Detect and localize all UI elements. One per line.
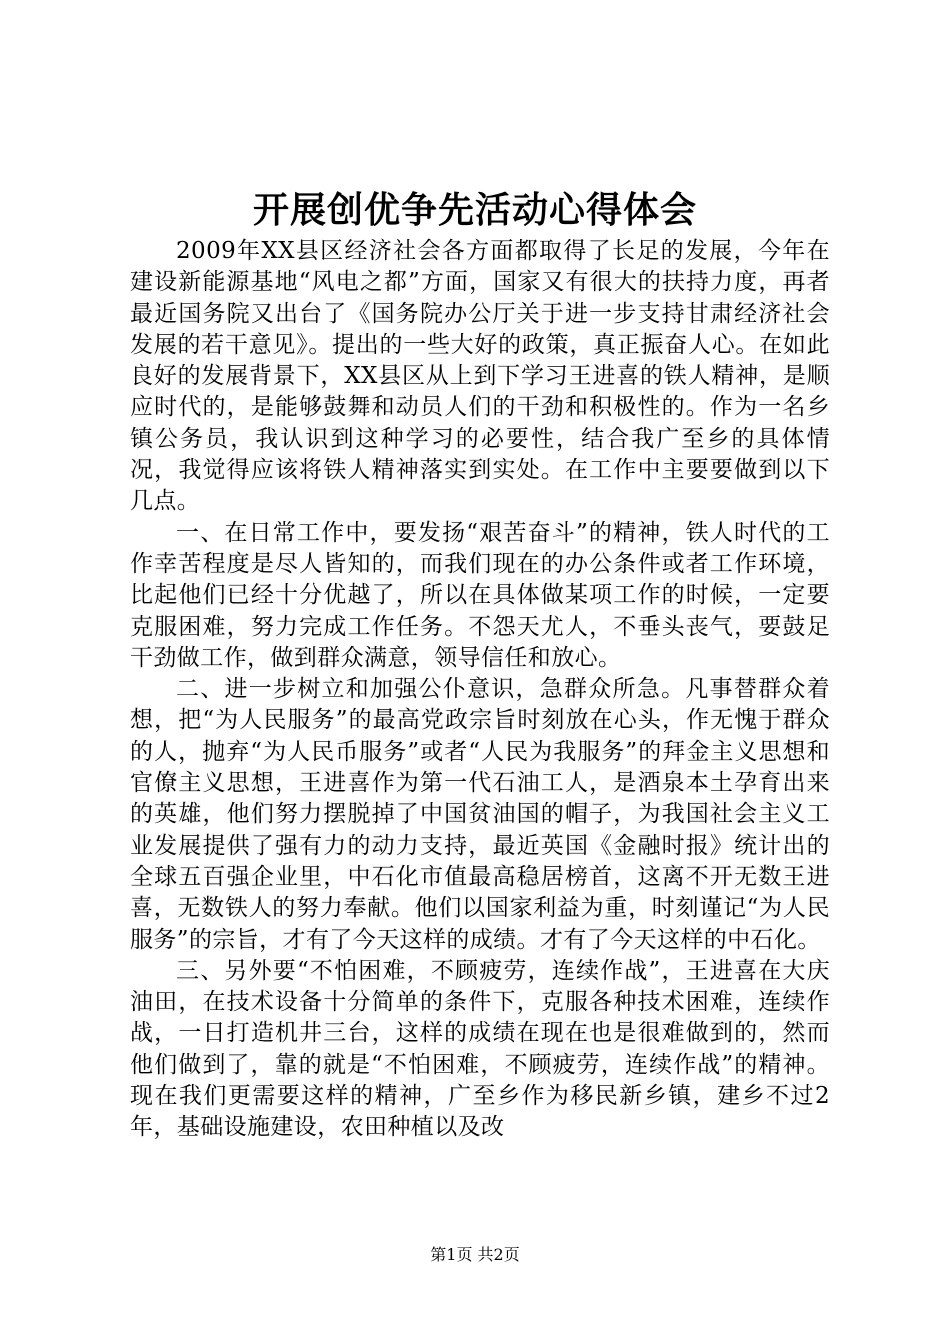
document-body <box>130 236 830 1144</box>
paragraph-point-1: 一、在日常工作中，要发扬“艰苦奋斗”的精神，铁人时代的工作幸苦程度是尽人皆知的，而我们现在的办公条件或者工作环境，比起他们已经十分优越了，所以在具体做某项工作的时候，一定要克服困难，努力完成工作任务。不怨天尤人，不垂头丧气，要鼓足干劲做工作，做到群众满意，领导信任和放心。 <box>130 519 830 671</box>
paragraph-point-3: 三、另外要“不怕困难，不顾疲劳，连续作战”，王进喜在大庆油田，在技术设备十分简单的条件下，克服各种技术困难，连续作战，一日打造机井三台，这样的成绩在现在也是很难做到的，然而他们做到了，靠的就是“不怕困难，不顾疲劳，连续作战”的精神。现在我们更需要这样的精神，广至乡作为移民新乡镇，建乡不过2年，基础设施建设，农田种植以及改 <box>130 957 830 1141</box>
paragraph-point-2: 二、进一步树立和加强公仆意识，急群众所急。凡事替群众着想，把“为人民服务”的最高党政宗旨时刻放在心头，作无愧于群众的人，抛弃“为人民币服务”或者“人民为我服务”的拜金主义思想和官僚主义思想，王进喜作为第一代石油工人，是酒泉本土孕育出来的英雄，他们努力摆脱掉了中国贫油国的帽子，为我国社会主义工业发展提供了强有力的动力支持，最近英国《金融时报》统计出的全球五百强企业里，中石化市值最高稳居榜首，这离不开无数王进喜，无数铁人的努力奉献。他们以国家利益为重，时刻谨记“为人民服务”的宗旨，才有了今天这样的成绩。才有了今天这样的中石化。 <box>130 676 830 953</box>
paragraph-intro: 2009年XX县区经济社会各方面都取得了长足的发展，今年在建设新能源基地“风电之都”方面，国家又有很大的扶持力度，再者最近国务院又出台了《国务院办公厅关于进一步支持甘肃经济社会发展的若干意见》。提出的一些大好的政策，真正振奋人心。在如此良好的发展背景下，XX县区从上到下学习王进喜的铁人精神，是顺应时代的，是能够鼓舞和动员人们的干劲和积极性的。作为一名乡镇公务员，我认识到这种学习的必要性，结合我广至乡的具体情况，我觉得应该将铁人精神落实到实处。在工作中主要要做到以下几点。 <box>130 238 830 515</box>
document-title: 开展创优争先活动心得体会 <box>252 189 697 231</box>
page-footer: 第1页 共2页 <box>430 1245 520 1264</box>
